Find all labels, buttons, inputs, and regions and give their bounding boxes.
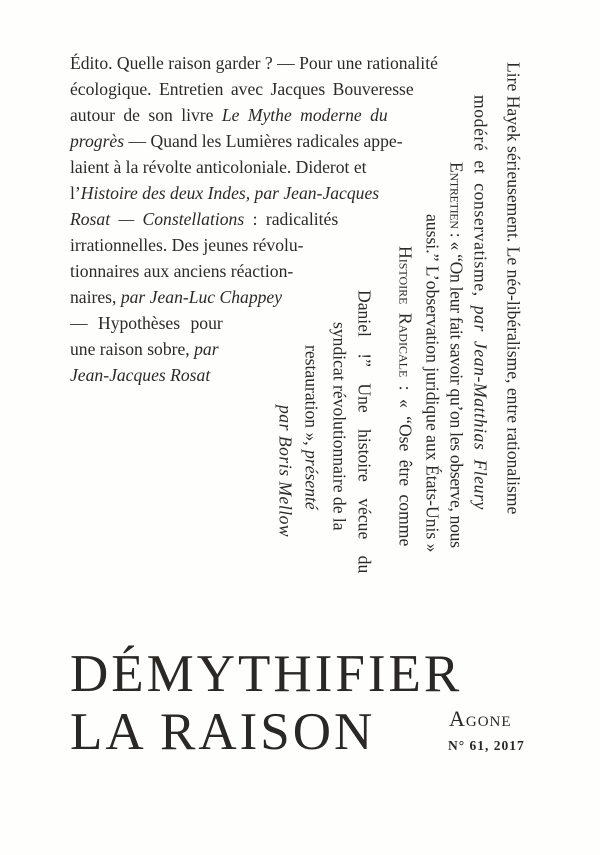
toc-text: laient à la révolte anticoloniale. Diderot et <box>70 157 367 177</box>
toc-italic: par <box>194 339 219 359</box>
toc-line <box>70 180 470 206</box>
toc-text: aussi.” L’observation juridique aux États-Unis » <box>422 214 443 553</box>
book-title: progrès <box>70 131 125 151</box>
toc-text: Édito. Quelle raison garder ? — Pour une rationalité <box>70 53 438 73</box>
toc-line <box>70 128 470 154</box>
toc-text: syndicat révolutionnaire de la <box>329 322 350 531</box>
author-name: par Jean-Luc Chappey <box>120 287 283 307</box>
toc-text: restauration », <box>301 345 322 451</box>
vertical-toc-line <box>330 322 348 531</box>
vertical-toc-line <box>276 405 294 537</box>
toc-text: une raison sobre, <box>70 339 195 359</box>
author-name: par Jean-Matthias Fleury <box>470 305 491 510</box>
toc-text: — Hypothèses pour <box>70 313 223 333</box>
title-line-2: LA RAISON <box>70 703 376 761</box>
toc-line <box>70 154 470 180</box>
toc-italic: présenté <box>301 450 322 510</box>
toc-text: tionnaires aux anciens réaction- <box>70 261 294 281</box>
toc-italic: Histoire des deux Indes, par Jean-Jacques <box>80 183 380 203</box>
book-title: Le Mythe moderne du <box>221 105 388 125</box>
toc-text: modéré et conservatisme, <box>470 95 491 306</box>
author-name: par Boris Mellow <box>275 405 296 538</box>
vertical-toc-line <box>302 345 320 510</box>
toc-text: écologique. Entretien avec Jacques Bouveresse <box>70 79 414 99</box>
toc-line <box>70 76 470 102</box>
vertical-toc-line <box>423 214 441 552</box>
vertical-toc-line <box>396 246 414 546</box>
author-name: Jean-Jacques Rosat <box>70 365 211 385</box>
toc-text: : « “On leur fait savoir qu’on les observe, nous <box>446 228 467 548</box>
toc-line <box>70 206 470 232</box>
vertical-toc-line <box>355 290 373 573</box>
toc-text: naires, <box>70 287 121 307</box>
section-label: Entretien <box>446 162 467 229</box>
toc-line <box>70 102 470 128</box>
section-label: Histoire Radicale <box>395 246 416 378</box>
title-line-1: DÉMYTHIFIER <box>70 645 463 703</box>
publisher-name: Agone <box>449 706 512 731</box>
issue-number: N° 61, 2017 <box>448 738 525 753</box>
toc-line <box>70 50 470 76</box>
cover-title <box>70 645 462 761</box>
toc-text: Daniel !” Une histoire vécue du <box>354 290 375 574</box>
vertical-toc-line <box>471 95 489 510</box>
toc-text: Lire Hayek sérieusement. Le néo-libéralisme, entre rationalisme <box>503 62 524 515</box>
toc-text: irrationnelles. Des jeunes révolu- <box>70 235 304 255</box>
toc-text: — Quand les Lumières radicales appe- <box>124 131 403 151</box>
toc-text: : « “Ose être comme <box>395 377 416 547</box>
vertical-toc-line <box>504 62 522 514</box>
toc-text: : radicalités <box>244 209 339 229</box>
toc-italic: Rosat — Constellations <box>70 209 245 229</box>
toc-text: l’ <box>70 183 81 203</box>
toc-text: autour de son livre <box>70 105 222 125</box>
vertical-toc-line <box>447 162 465 548</box>
